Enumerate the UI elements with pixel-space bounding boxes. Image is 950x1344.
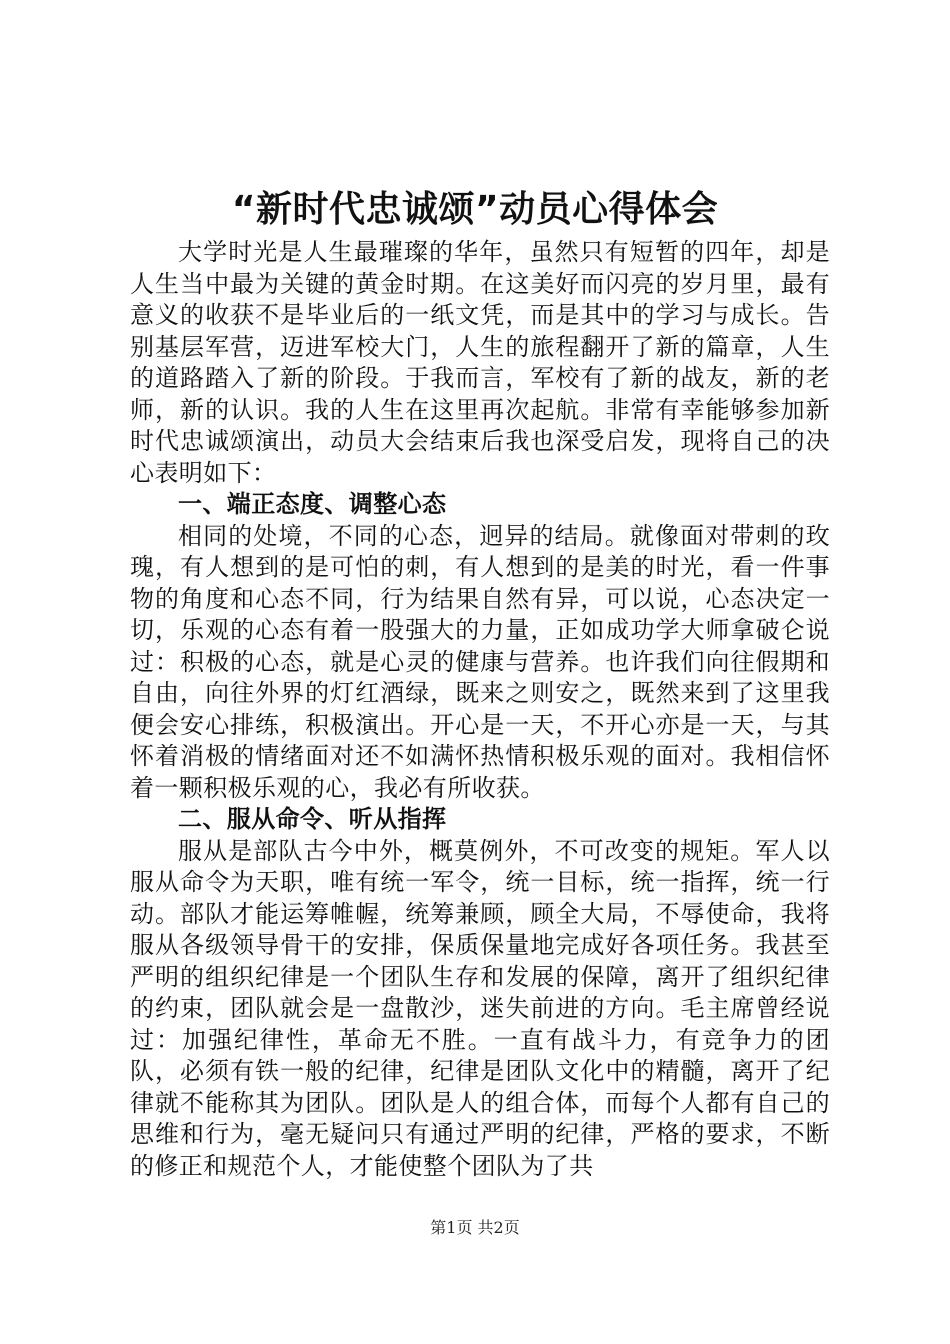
paragraph-obedience: 服从是部队古今中外，概莫例外，不可改变的规矩。军人以服从命令为天职，唯有统一军令，统一目标，统一指挥，统一行动。部队才能运筹帷幄，统筹兼顾，顾全大局，不辱使命，我将服从各级领导骨干的安排，保质保量地完成好各项任务。我甚至严明的组织纪律是一个团队生存和发展的保障，离开了组织纪律的约束，团队就会是一盘散沙，迷失前进的方向。毛主席曾经说过：加强纪律性，革命无不胜。一直有战斗力，有竞争力的团队，必须有铁一般的纪律，纪律是团队文化中的精髓，离开了纪律就不能称其为团队。团队是人的组合体，而每个人都有自己的思维和行为，毫无疑问只有通过严明的纪律，严格的要求，不断的修正和规范个人，才能使整个团队为了共 [130,836,830,1180]
paragraph-intro: 大学时光是人生最璀璨的华年，虽然只有短暂的四年，却是人生当中最为关键的黄金时期。在这美好而闪亮的岁月里，最有意义的收获不是毕业后的一纸文凭，而是其中的学习与成长。告别基层军营，迈进军校大门，人生的旅程翻开了新的篇章，人生的道路踏入了新的阶段。于我而言，军校有了新的战友，新的老师，新的认识。我的人生在这里再次起航。非常有幸能够参加新时代忠诚颂演出，动员大会结束后我也深受启发，现将自己的决心表明如下： [130,238,830,487]
section-heading-1: 一、端正态度、调整心态 [178,490,447,518]
document-body [130,237,830,1182]
page-footer: 第1页 共2页 [430,1218,520,1237]
document-title: “新时代忠诚颂”动员心得体会 [231,189,719,230]
section-heading-2: 二、服从命令、听从指挥 [178,805,447,833]
paragraph-attitude: 相同的处境，不同的心态，迥异的结局。就像面对带刺的玫瑰，有人想到的是可怕的刺，有人想到的是美的时光，看一件事物的角度和心态不同，行为结果自然有异，可以说，心态决定一切，乐观的心态有着一股强大的力量，正如成功学大师拿破仑说过：积极的心态，就是心灵的健康与营养。也许我们向往假期和自由，向往外界的灯红酒绿，既来之则安之，既然来到了这里我便会安心排练，积极演出。开心是一天，不开心亦是一天，与其怀着消极的情绪面对还不如满怀热情积极乐观的面对。我相信怀着一颗积极乐观的心，我必有所收获。 [130,521,830,802]
